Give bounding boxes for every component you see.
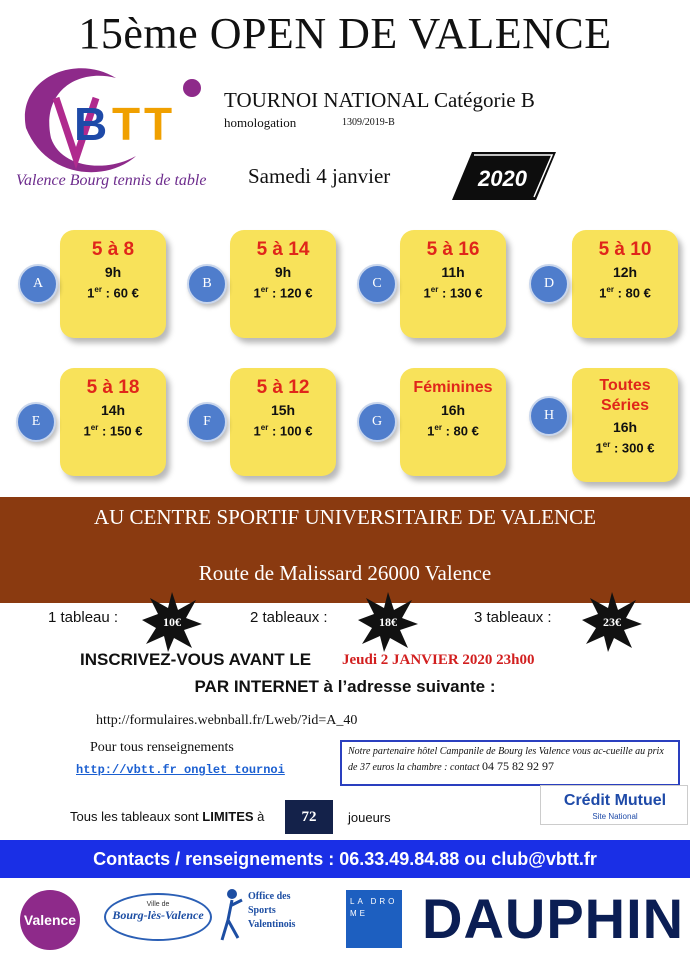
- category-letter-d: D: [529, 264, 569, 304]
- venue-name: AU CENTRE SPORTIF UNIVERSITAIRE DE VALENCE: [93, 505, 597, 529]
- valence-logo: Valence: [20, 890, 80, 950]
- category-prize: 1er : 130 €: [423, 285, 483, 301]
- category-time: 12h: [612, 264, 638, 280]
- category-card-g: [400, 368, 506, 476]
- category-prize: 1er : 150 €: [83, 423, 143, 439]
- price-label-1: 1 tableau :: [48, 609, 119, 626]
- drome-logo: LA DRO ME: [346, 890, 402, 948]
- price-label-3: 3 tableaux :: [474, 609, 552, 626]
- svg-text:T: T: [144, 98, 173, 150]
- category-card-a: [60, 230, 166, 338]
- category-letter-f: F: [187, 402, 227, 442]
- svg-text:B: B: [74, 98, 108, 150]
- category-letter-b: B: [187, 264, 227, 304]
- price-value-2: 18€: [379, 615, 397, 629]
- registration-deadline: Jeudi 2 JANVIER 2020 23h00: [342, 652, 535, 668]
- category-letter-a: A: [18, 264, 58, 304]
- category-prize: 1er : 60 €: [87, 285, 139, 301]
- contacts-banner: Contacts / renseignements : 06.33.49.84.88 ou club@vbtt.fr: [0, 840, 690, 878]
- category-card-f: [230, 368, 336, 476]
- category-range: 5 à 16: [426, 239, 480, 260]
- partner-phone: 04 75 82 92 97: [481, 759, 554, 773]
- limit-number: 72: [285, 800, 333, 834]
- category-time: 15h: [270, 402, 296, 418]
- credit-mutuel-logo: [540, 785, 688, 825]
- category-card-h: [572, 368, 678, 482]
- info-link[interactable]: http://vbtt.fr onglet tournoi: [76, 763, 285, 777]
- price-value-1: 10€: [163, 615, 181, 629]
- category-prize: 1er : 300 €: [595, 440, 655, 456]
- category-time: 14h: [100, 402, 126, 418]
- partner-text: Notre partenaire hôtel Campanile de Bourg les Valence vous ac-cueille au prix de 37 euros la chambre : contact: [348, 746, 664, 773]
- category-range: 5 à 14: [256, 239, 310, 260]
- category-letter-h: H: [529, 396, 569, 436]
- category-range: 5 à 10: [598, 239, 652, 260]
- category-prize: 1er : 80 €: [427, 423, 479, 439]
- category-card-d: [572, 230, 678, 338]
- registration-headline: INSCRIVEZ-VOUS AVANT LE: [80, 650, 312, 669]
- category-card-e: [60, 368, 166, 476]
- category-time: 9h: [104, 264, 122, 280]
- venue-address: Route de Malissard 26000 Valence: [198, 561, 492, 585]
- registration-url[interactable]: http://formulaires.webnball.fr/Lweb/?id=A_40: [96, 713, 358, 728]
- category-time: 16h: [612, 419, 638, 435]
- category-range: Toutes Séries: [599, 377, 651, 414]
- category-letter-g: G: [357, 402, 397, 442]
- dauphin-logo: DAUPHIN: [422, 887, 685, 950]
- homologation-number: 1309/2019-B: [342, 117, 395, 128]
- price-label-2: 2 tableaux :: [250, 609, 328, 626]
- office-sports-logo: Office des Sports Valentinois: [218, 886, 328, 948]
- venue-banner: [0, 497, 690, 603]
- registration-method: PAR INTERNET à l’adresse suivante :: [194, 677, 496, 696]
- category-card-c: [400, 230, 506, 338]
- category-prize: 1er : 100 €: [253, 423, 313, 439]
- category-prize: 1er : 120 €: [253, 285, 313, 301]
- limits-text: Tous les tableaux sont LIMITES à: [70, 809, 265, 824]
- tournament-type: TOURNOI NATIONAL Catégorie B: [224, 88, 535, 112]
- category-card-b: [230, 230, 336, 338]
- tournament-date: Samedi 4 janvier: [248, 164, 391, 188]
- partner-hotel-box: [340, 740, 680, 786]
- category-range: 5 à 8: [91, 239, 135, 260]
- bourg-les-valence-logo: Ville de Bourg-lès-Valence: [104, 893, 212, 941]
- category-time: 16h: [440, 402, 466, 418]
- limit-suffix: joueurs: [348, 810, 391, 825]
- logo-tagline: Valence Bourg tennis de table: [16, 172, 207, 189]
- category-time: 9h: [274, 264, 292, 280]
- info-label: Pour tous renseignements: [90, 740, 234, 755]
- category-range: Féminines: [413, 379, 493, 396]
- category-time: 11h: [441, 264, 465, 280]
- year-text: 2020: [478, 166, 527, 191]
- player-icon: [218, 886, 246, 944]
- credit-name: Crédit Mutuel: [563, 792, 667, 809]
- category-range: 5 à 12: [256, 377, 310, 398]
- year-badge: [452, 150, 556, 202]
- category-prize: 1er : 80 €: [599, 285, 651, 301]
- price-value-3: 23€: [603, 615, 621, 629]
- category-letter-c: C: [357, 264, 397, 304]
- category-range: 5 à 18: [86, 377, 140, 398]
- credit-sub: Site National: [592, 812, 638, 821]
- poster-title: 15ème OPEN DE VALENCE: [78, 9, 612, 58]
- category-letter-e: E: [16, 402, 56, 442]
- homologation-label: homologation: [224, 115, 297, 130]
- svg-text:T: T: [112, 98, 141, 150]
